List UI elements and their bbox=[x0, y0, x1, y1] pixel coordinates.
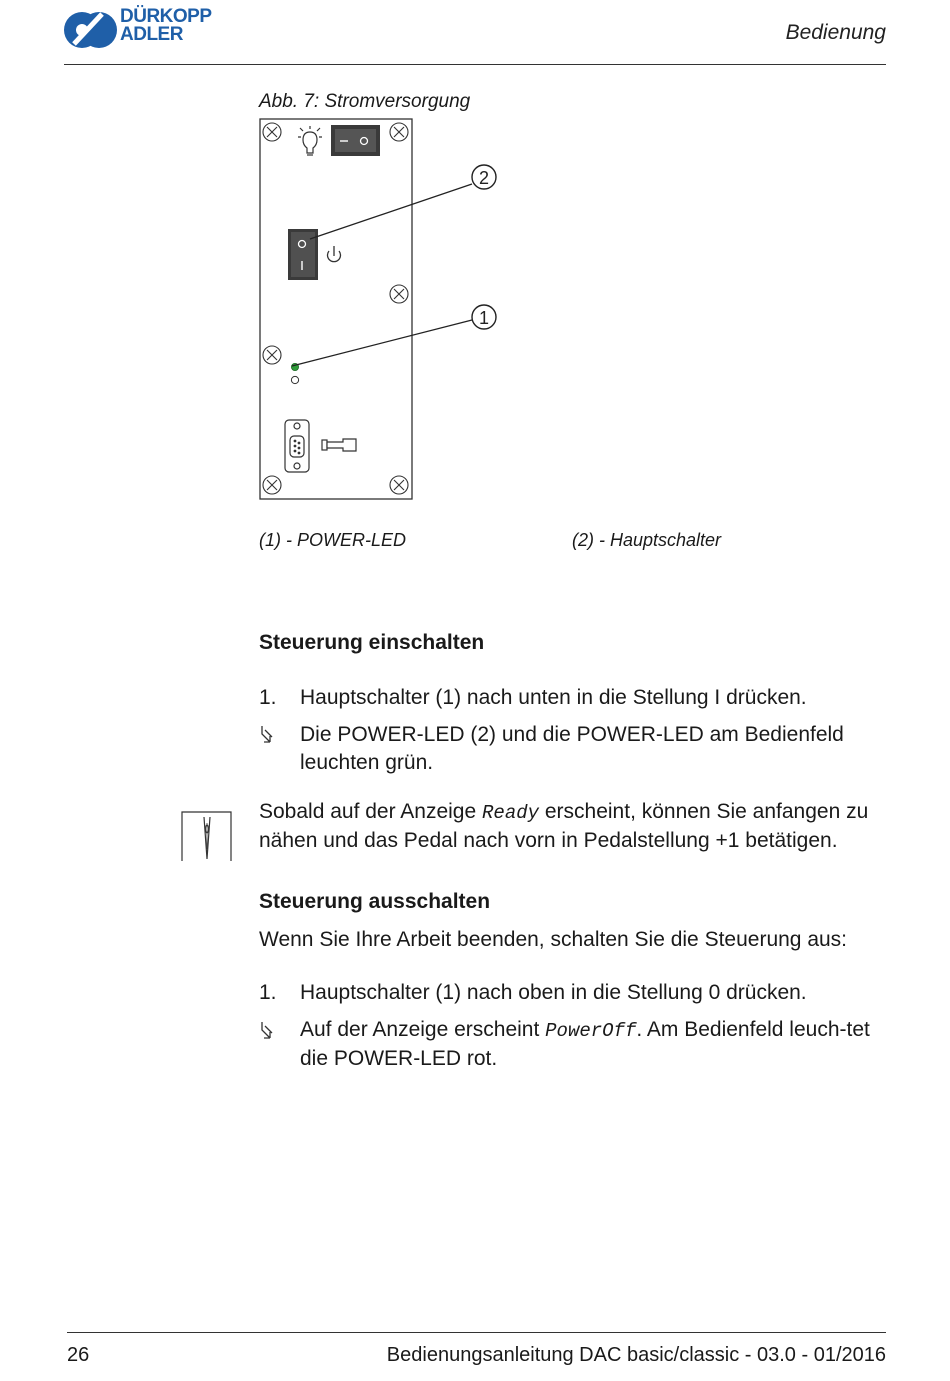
footer-divider bbox=[67, 1332, 886, 1333]
logo-emblem-icon bbox=[62, 10, 120, 50]
result-arrow-icon bbox=[258, 724, 280, 746]
power-supply-figure bbox=[250, 112, 510, 507]
screw-icon bbox=[390, 285, 408, 303]
header-section-title: Bedienung bbox=[785, 21, 886, 44]
note-text-after: erscheint, können Sie anfangen zu nähen und das Pedal nach vorn in Pedalstellung +1 betätigen. bbox=[259, 800, 869, 852]
step-number: 1. bbox=[259, 686, 277, 709]
heading-steuerung-einschalten: Steuerung einschalten bbox=[259, 631, 485, 654]
legend-item-2: (2) - Hauptschalter bbox=[572, 530, 722, 550]
screw-icon bbox=[263, 123, 281, 141]
callout-2-label: 2 bbox=[478, 168, 490, 188]
main-switch bbox=[288, 229, 318, 280]
callout-badge-2 bbox=[472, 165, 496, 189]
callout-1-label: 1 bbox=[478, 308, 490, 328]
screw-icon bbox=[263, 476, 281, 494]
logo-text-line1: DÜRKOPP bbox=[120, 6, 212, 27]
note-code-ready: Ready bbox=[482, 802, 540, 824]
figure-caption: Abb. 7: Stromversorgung bbox=[259, 91, 471, 112]
result-arrow-icon bbox=[258, 1020, 280, 1042]
step-text: Hauptschalter (1) nach unten in die Stellung I drücken. bbox=[300, 686, 807, 709]
note-text-before: Sobald auf der Anzeige bbox=[259, 800, 483, 823]
step-number: 1. bbox=[259, 981, 277, 1004]
page-number: 26 bbox=[67, 1344, 90, 1366]
note-text bbox=[259, 798, 894, 855]
screw-icon bbox=[390, 123, 408, 141]
header-divider bbox=[64, 64, 886, 65]
secondary-switch bbox=[331, 125, 380, 156]
screw-icon bbox=[263, 346, 281, 364]
document-title: Bedienungsanleitung DAC basic/classic - 03.0 - 01/2016 bbox=[386, 1344, 886, 1366]
status-led bbox=[291, 376, 298, 383]
result-text-after: . Am Bedienfeld leuch-tet die POWER-LED rot. bbox=[300, 1018, 870, 1070]
callout-badge-1 bbox=[472, 305, 496, 329]
legend-item-1: (1) - POWER-LED bbox=[259, 530, 407, 550]
heading-steuerung-ausschalten: Steuerung ausschalten bbox=[259, 890, 491, 913]
serial-port-icon bbox=[285, 420, 309, 472]
needle-note-icon bbox=[180, 809, 234, 861]
step-text: Hauptschalter (1) nach oben in die Stellung 0 drücken. bbox=[300, 981, 807, 1004]
logo-text-line2: ADLER bbox=[120, 24, 183, 45]
result-code-poweroff: PowerOff bbox=[545, 1020, 637, 1042]
brand-logo bbox=[62, 8, 232, 50]
result-text-before: Auf der Anzeige erscheint bbox=[300, 1018, 546, 1041]
intro-text: Wenn Sie Ihre Arbeit beenden, schalten Sie die Steuerung aus: bbox=[259, 928, 848, 951]
screw-icon bbox=[390, 476, 408, 494]
result-text bbox=[300, 1016, 890, 1073]
result-text: Die POWER-LED (2) und die POWER-LED am Bedienfeld leuchten grün. bbox=[300, 723, 844, 774]
